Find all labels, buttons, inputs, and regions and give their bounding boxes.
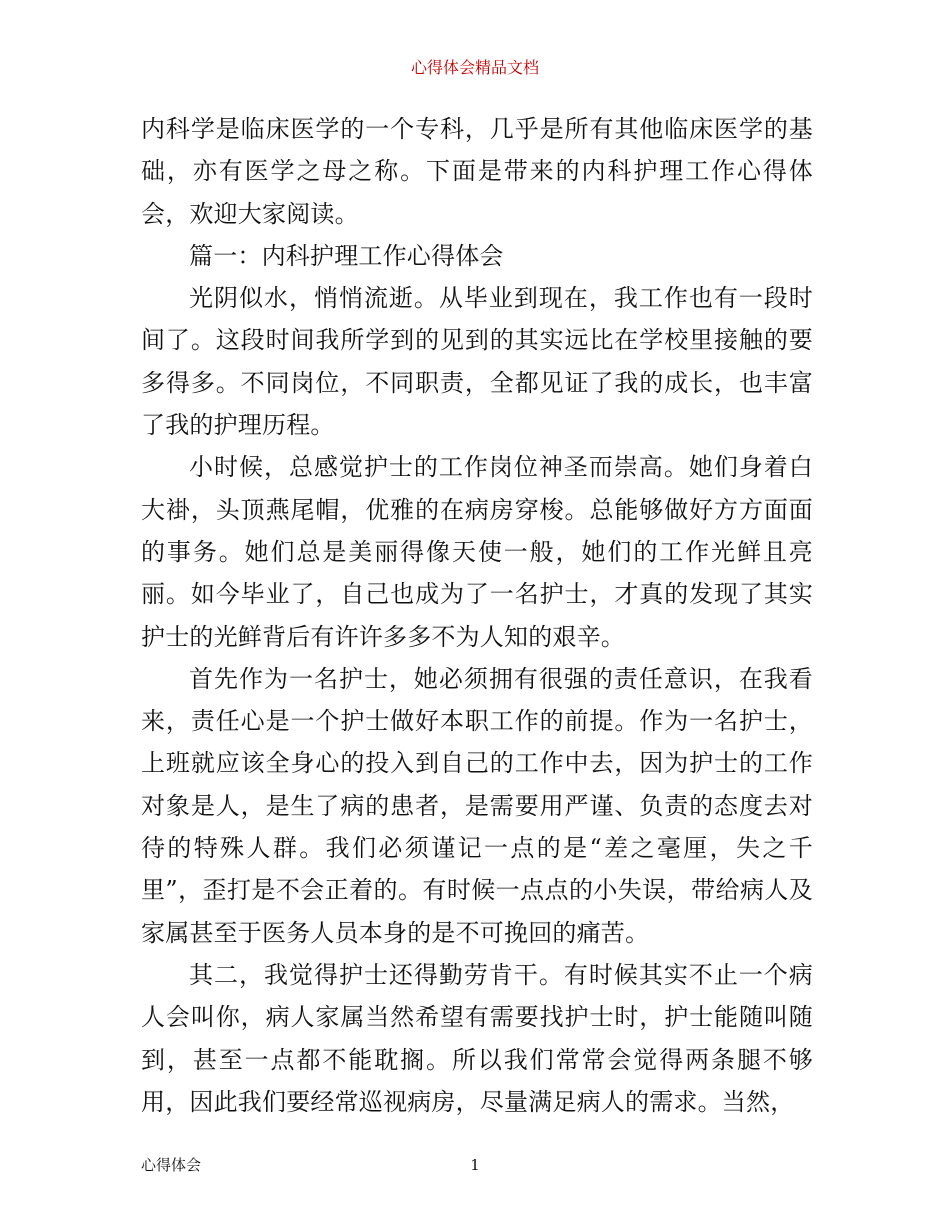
body-paragraph: 其二，我觉得护士还得勤劳肯干。有时候其实不止一个病人会叫你，病人家属当然希望有需要找护士时，护士能随叫随到，甚至一点都不能耽搁。所以我们常常会觉得两条腿不够用，因此我们要经常巡视病房，尽量满足病人的需求。当然，: [141, 960, 813, 1116]
page-number: 1: [470, 1156, 480, 1174]
body-paragraph: 首先作为一名护士，她必须拥有很强的责任意识，在我看来，责任心是一个护士做好本职工作的前提。作为一名护士，上班就应该全身心的投入到自己的工作中去，因为护士的工作对象是人，是生了病的患者，是需要用严谨、负责的态度去对待的特殊人群。我们必须谨记一点的是“差之毫厘，失之千里”，歪打是不会正着的。有时候一点点的小失误，带给病人及家属甚至于医务人员本身的是不可挽回的痛苦。: [141, 664, 813, 947]
intro-paragraph: 内科学是临床医学的一个专科，几乎是所有其他临床医学的基础，亦有医学之母之称。下面是带来的内科护理工作心得体会，欢迎大家阅读。: [141, 115, 813, 228]
page-footer-label: 心得体会: [141, 1156, 202, 1174]
document-body: [141, 108, 813, 1123]
body-paragraph: 小时候，总感觉护士的工作岗位神圣而崇高。她们身着白大褂，头顶燕尾帽，优雅的在病房穿梭。总能够做好方方面面的事务。她们总是美丽得像天使一般，她们的工作光鲜且亮丽。如今毕业了，自己也成为了一名护士，才真的发现了其实护士的光鲜背后有许许多多不为人知的艰辛。: [141, 453, 813, 651]
body-paragraph: 光阴似水，悄悄流逝。从毕业到现在，我工作也有一段时间了。这段时间我所学到的见到的其实远比在学校里接触的要多得多。不同岗位，不同职责，全都见证了我的成长，也丰富了我的护理历程。: [141, 284, 813, 440]
section-heading: 篇一：内科护理工作心得体会: [189, 241, 504, 270]
page-header-title: 心得体会精品文档: [410, 58, 539, 77]
